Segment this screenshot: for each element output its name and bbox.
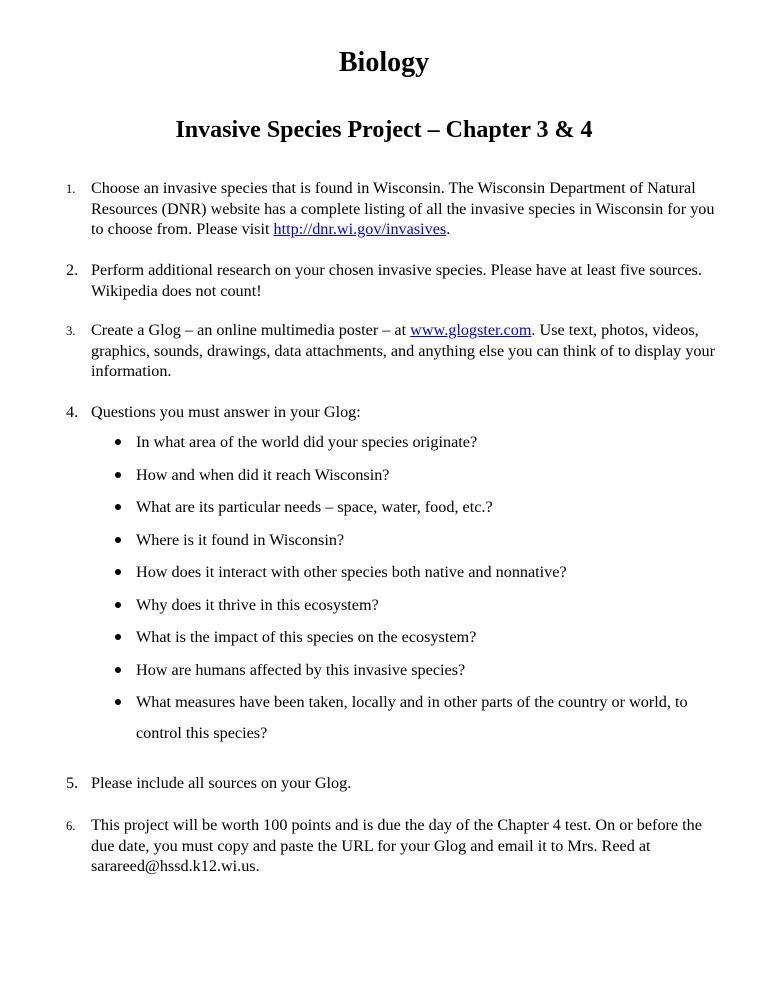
list-item <box>113 627 733 648</box>
list-item <box>113 660 733 681</box>
dnr-invasives-link[interactable]: http://dnr.wi.gov/invasives <box>273 220 447 238</box>
list-item <box>113 562 733 583</box>
item-text-part: Choose an invasive species that is found in Wisconsin. The Wisconsin Department of Natural Resources (DNR) website has a complete listing of all the invasive species in Wisconsin for you to choose from. Please visit <box>91 179 715 238</box>
bullet-icon <box>115 439 121 445</box>
item-text: This project will be worth 100 points and is due the day of the Chapter 4 test. On or before the due date, you must copy and paste the URL for your Glog and email it to Mrs. Reed at sarareed@hssd.k12.wi.us. <box>91 816 702 875</box>
item-number: 5. <box>66 774 79 792</box>
bullet-icon <box>115 634 121 640</box>
instruction-item-3 <box>66 320 726 382</box>
bullet-icon <box>115 699 121 705</box>
item-number: 6. <box>66 819 76 833</box>
instruction-item-6 <box>66 815 726 877</box>
document-title: Biology <box>338 47 430 78</box>
list-item <box>113 497 733 518</box>
item-number: 1. <box>66 182 76 196</box>
item-number: 3. <box>66 324 76 338</box>
item-text-part: Create a Glog – an online multimedia poster – at <box>91 321 411 339</box>
bullet-icon <box>115 667 121 673</box>
list-item <box>113 530 733 551</box>
question-text: What measures have been taken, locally and in other parts of the country or world, to control this species? <box>136 693 688 742</box>
item-text-part: . Use text, photos, videos, graphics, sounds, drawings, data attachments, and anything else you can think of to display your information. <box>91 321 715 380</box>
list-item <box>113 432 733 453</box>
list-item <box>113 595 733 616</box>
bullet-icon <box>115 569 121 575</box>
bullet-icon <box>115 504 121 510</box>
item-text <box>91 320 726 382</box>
document-subtitle: Invasive Species Project – Chapter 3 & 4 <box>175 117 593 143</box>
question-text: How are humans affected by this invasive species? <box>136 661 466 679</box>
list-item <box>113 687 733 749</box>
item-text: Questions you must answer in your Glog: <box>91 403 361 421</box>
bullet-icon <box>115 537 121 543</box>
item-number: 4. <box>66 403 79 421</box>
question-text: What are its particular needs – space, water, food, etc.? <box>136 498 493 516</box>
instruction-item-4 <box>66 402 726 423</box>
instruction-item-2 <box>66 260 726 301</box>
bullet-icon <box>115 472 121 478</box>
question-text: Why does it thrive in this ecosystem? <box>136 596 379 614</box>
item-number: 2. <box>66 261 79 279</box>
item-text-part: . <box>446 220 451 238</box>
item-text <box>91 178 726 240</box>
question-text: In what area of the world did your species originate? <box>136 433 478 451</box>
bullet-icon <box>115 602 121 608</box>
item-text: Perform additional research on your chosen invasive species. Please have at least five sources. Wikipedia does not count! <box>91 261 702 300</box>
glogster-link[interactable]: www.glogster.com <box>410 321 532 339</box>
instruction-item-1 <box>66 178 726 240</box>
question-text: How does it interact with other species both native and nonnative? <box>136 563 567 581</box>
list-item <box>113 465 733 486</box>
question-text: What is the impact of this species on the ecosystem? <box>136 628 477 646</box>
question-text: How and when did it reach Wisconsin? <box>136 466 390 484</box>
question-text: Where is it found in Wisconsin? <box>136 531 345 549</box>
item-text: Please include all sources on your Glog. <box>91 774 352 792</box>
instruction-item-5 <box>66 773 726 794</box>
